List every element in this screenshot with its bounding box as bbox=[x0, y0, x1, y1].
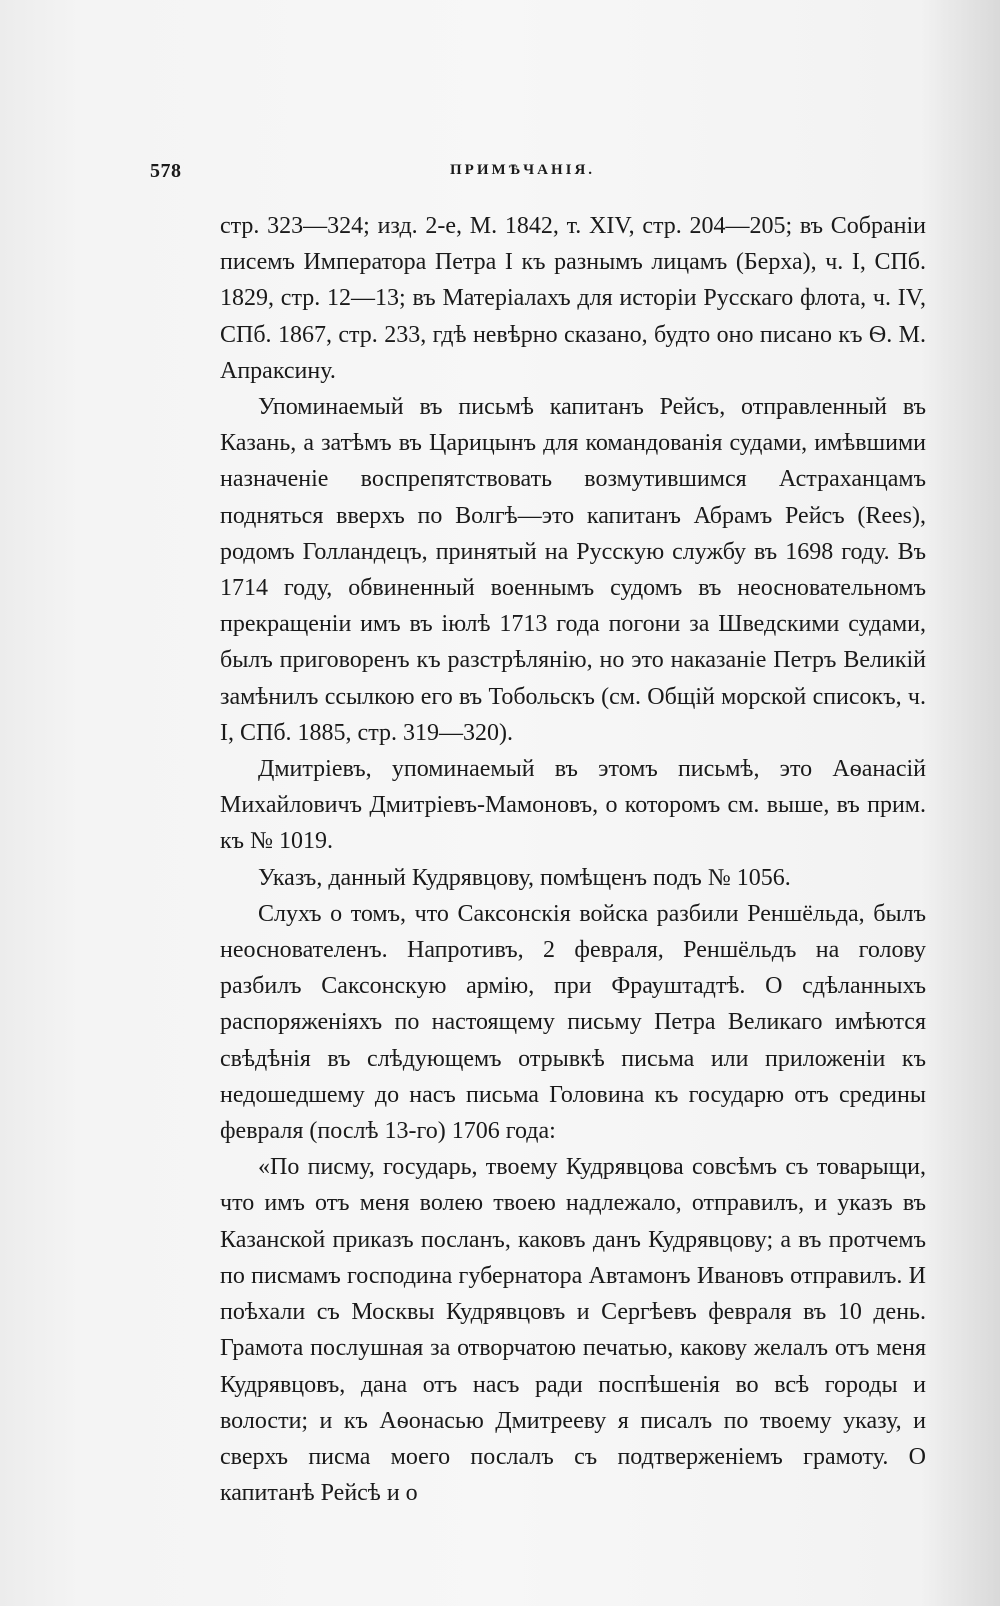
page-number: 578 bbox=[150, 160, 182, 182]
paragraph-captain-reis: Упоминаемый въ письмѣ капитанъ Рейсъ, отправленный въ Казань, а затѣмъ въ Царицынъ для командованія судами, имѣвшими назначеніе воспрепятствовать возмутившимся Астраханцамъ подняться вверхъ по Волгѣ—это капитанъ Абрамъ Рейсъ (Rees), родомъ Голландецъ, принятый на Русскую службу въ 1698 году. Въ 1714 году, обвиненный военнымъ судомъ въ неосновательномъ прекращеніи имъ въ іюлѣ 1713 года погони за Шведскими судами, былъ приговоренъ къ разстрѣлянію, но это наказаніе Петръ Великій замѣнилъ ссылкою его въ Тобольскъ (см. Общій морской списокъ, ч. I, СПб. 1885, стр. 319—320). bbox=[220, 394, 926, 746]
paragraph-rumor: Слухъ о томъ, что Саксонскія войска разбили Реншёльда, былъ неоснователенъ. Напротивъ, 2 февраля, Реншёльдъ на голову разбилъ Саксонскую армію, при Фрауштадтѣ. О сдѣланныхъ распоряженіяхъ по настоящему письму Петра Великаго имѣются свѣдѣнія въ слѣдующемъ отрывкѣ письма или приложеніи къ недошедшему до насъ письма Головина къ государю отъ средины февраля (послѣ 13-го) 1706 года: bbox=[220, 900, 926, 1145]
paragraph-continuation: стр. 323—324; изд. 2-е, М. 1842, т. XIV, стр. 204—205; въ Собраніи писемъ Императора Петра I къ разнымъ лицамъ (Берха), ч. I, СПб. 1829, стр. 12—13; въ Матеріалахъ для исторіи Русскаго флота, ч. IV, СПб. 1867, стр. 233, гдѣ невѣрно сказано, будто оно писано къ Ѳ. М. Апраксину. bbox=[220, 213, 926, 384]
running-title: ПРИМѢЧАНІЯ. bbox=[450, 162, 596, 178]
paragraph-dmitriev: Дмитріевъ, упоминаемый въ этомъ письмѣ, это Аѳанасій Михайловичъ Дмитріевъ-Мамоновъ, о которомъ см. выше, въ прим. къ № 1019. bbox=[220, 756, 926, 855]
paragraph-quoted-letter: «По писму, государь, твоему Кудрявцова совсѣмъ съ товарыщи, что имъ отъ меня волею твоею надлежало, отправилъ, и указъ въ Казанской приказъ посланъ, каковъ данъ Кудрявцову; а въ протчемъ по писмамъ господина губернатора Автамонъ Ивановъ отправилъ. И поѣхали съ Москвы Кудрявцовъ и Сергѣевъ февраля въ 10 день. Грамота послушная за отворчатою печатью, какову желалъ отъ меня Кудрявцовъ, дана отъ насъ ради поспѣшенія во всѣ городы и волости; и къ Аѳонасью Дмитрееву я писалъ по твоему указу, и сверхъ писма моего послалъ съ подтверженіемъ грамоту. О капитанѣ Рейсѣ и о bbox=[220, 1154, 926, 1507]
body-text bbox=[220, 208, 926, 1511]
paragraph-decree: Указъ, данный Кудрявцову, помѣщенъ подъ № 1056. bbox=[258, 864, 791, 891]
page-header bbox=[150, 160, 930, 184]
